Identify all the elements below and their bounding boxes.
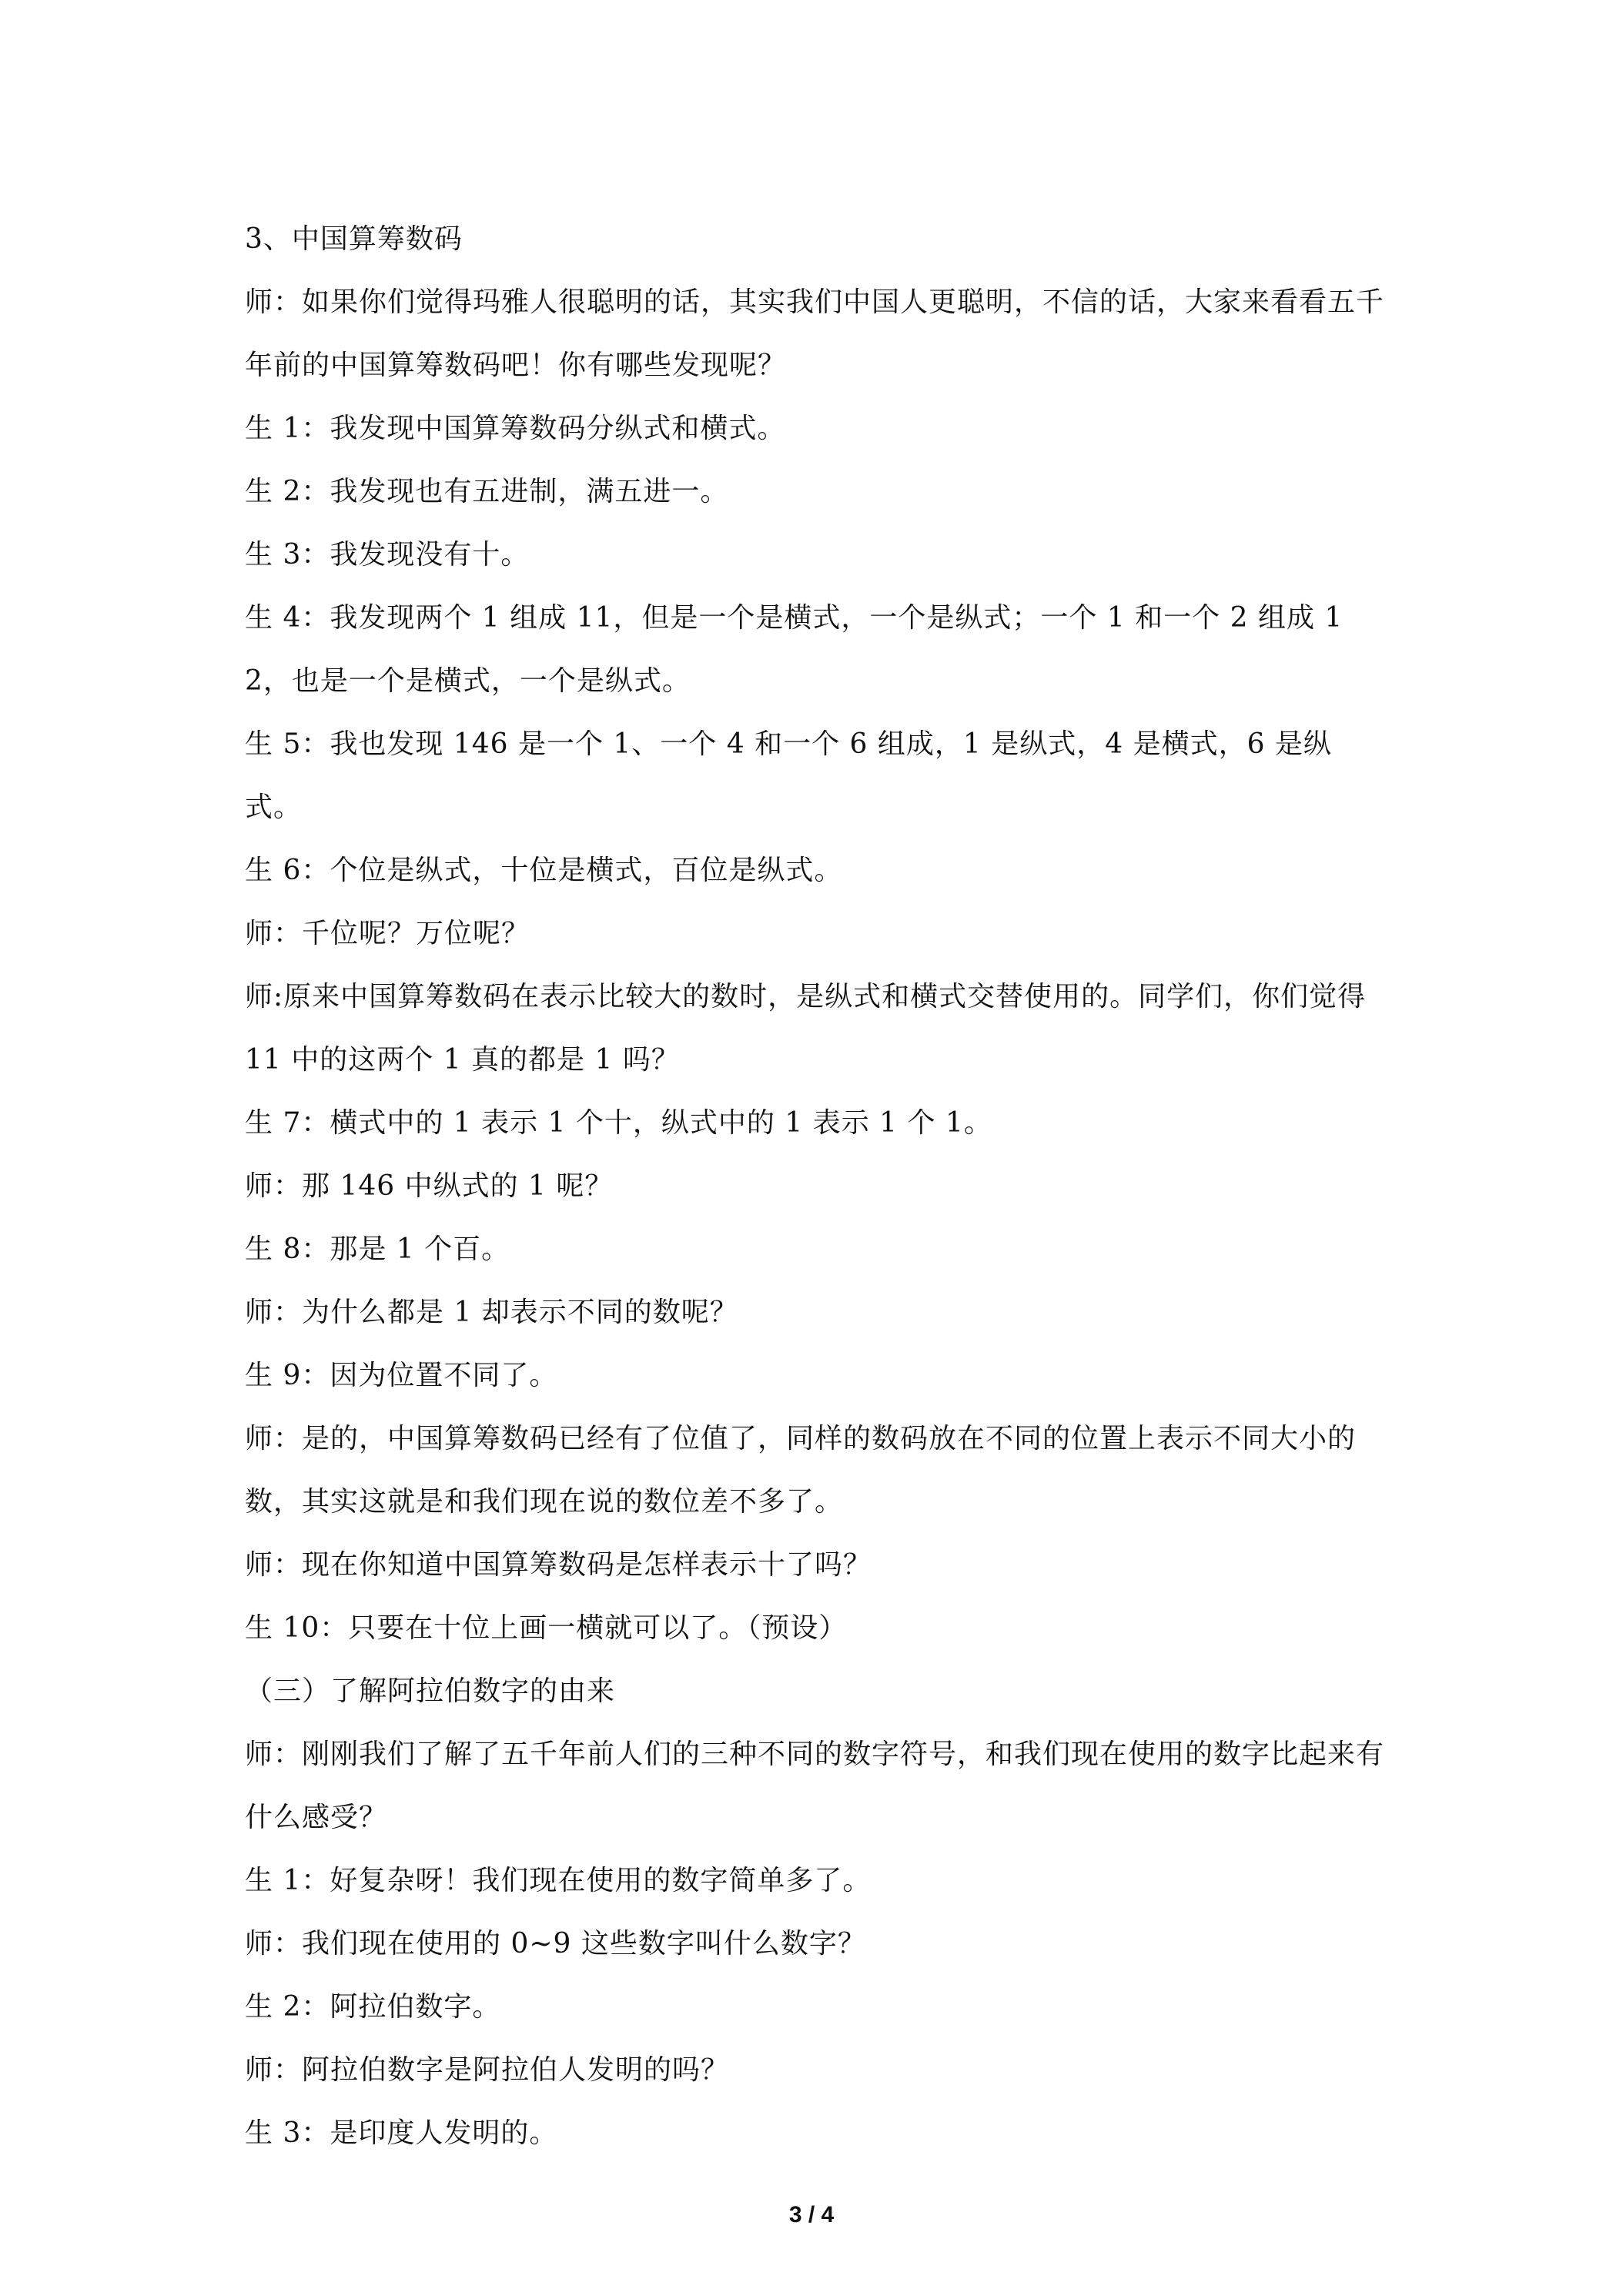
paragraph: 生 2：我发现也有五进制，满五进一。 — [245, 476, 729, 507]
paragraph: 师：是的，中国算筹数码已经有了位值了，同样的数码放在不同的位置上表示不同大小的数，其实这就是和我们现在说的数位差不多了。 — [245, 1423, 1357, 1518]
paragraph: 生 9：因为位置不同了。 — [245, 1360, 558, 1391]
paragraph: 生 2：阿拉伯数字。 — [245, 1991, 501, 2023]
paragraph: 生 3：我发现没有十。 — [245, 539, 530, 571]
paragraph: 师：那 146 中纵式的 1 呢？ — [245, 1170, 614, 1202]
paragraph: 生 8：那是 1 个百。 — [245, 1233, 510, 1265]
paragraph: 生 7：横式中的 1 表示 1 个十，纵式中的 1 表示 1 个 1。 — [245, 1107, 992, 1139]
paragraph: 师：我们现在使用的 0~9 这些数字叫什么数字？ — [245, 1928, 866, 1960]
paragraph: 生 1：好复杂呀！我们现在使用的数字简单多了。 — [245, 1865, 872, 1896]
paragraph: 生 6：个位是纵式，十位是横式，百位是纵式。 — [245, 855, 843, 886]
paragraph: 师：阿拉伯数字是阿拉伯人发明的吗？ — [245, 2054, 730, 2086]
page-number: 3 / 4 — [788, 2202, 835, 2227]
paragraph: 生 3：是印度人发明的。 — [245, 2117, 558, 2149]
paragraph: 生 4：我发现两个 1 组成 11，但是一个是横式，一个是纵式；一个 1 和一个 2 组成 12，也是一个是横式，一个是纵式。 — [245, 602, 1344, 697]
paragraph: 生 10：只要在十位上画一横就可以了。（预设） — [245, 1612, 848, 1644]
paragraph: 师:原来中国算筹数码在表示比较大的数时，是纵式和横式交替使用的。同学们，你们觉得 11 中的这两个 1 真的都是 1 吗？ — [245, 981, 1367, 1076]
paragraph: 生 5：我也发现 146 是一个 1、一个 4 和一个 6 组成，1 是纵式，4 是横式，6 是纵式。 — [245, 728, 1332, 823]
section-heading: 3、中国算筹数码 — [245, 223, 463, 255]
paragraph: 师：千位呢？万位呢？ — [245, 918, 530, 949]
paragraph: 师：刚刚我们了解了五千年前人们的三种不同的数字符号，和我们现在使用的数字比起来有什么感受？ — [245, 1739, 1385, 1833]
paragraph: 师：现在你知道中国算筹数码是怎样表示十了吗？ — [245, 1549, 872, 1581]
paragraph: 师：为什么都是 1 却表示不同的数呢？ — [245, 1297, 738, 1328]
section-heading: （三）了解阿拉伯数字的由来 — [245, 1675, 616, 1707]
document-body — [245, 208, 1384, 2165]
paragraph: 生 1：我发现中国算筹数码分纵式和横式。 — [245, 413, 786, 444]
paragraph: 师：如果你们觉得玛雅人很聪明的话，其实我们中国人更聪明，不信的话，大家来看看五千年前的中国算筹数码吧！你有哪些发现呢？ — [245, 286, 1385, 381]
